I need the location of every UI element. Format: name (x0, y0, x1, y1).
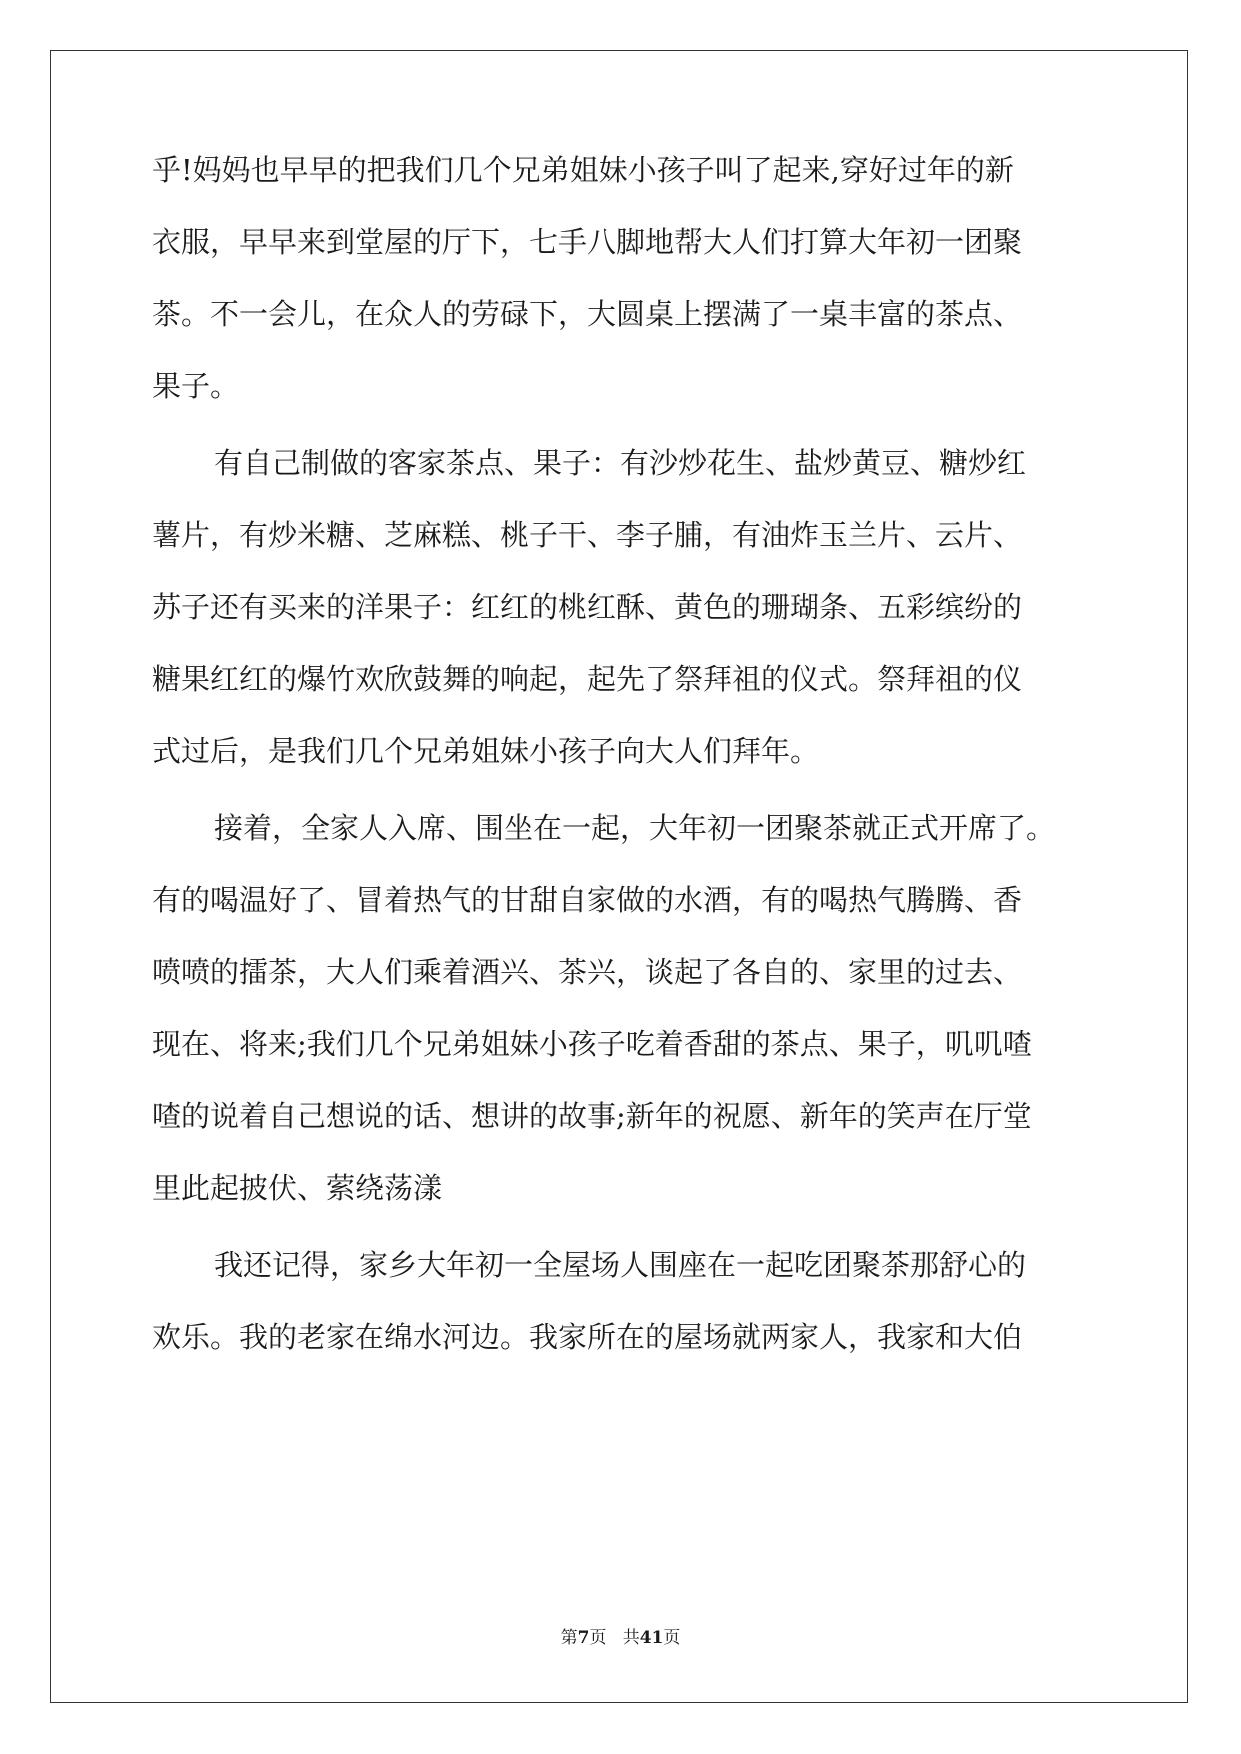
total-pages: 41 (639, 1628, 664, 1648)
text-line: 喷喷的擂茶，大人们乘着酒兴、茶兴，谈起了各自的、家里的过去、 (152, 955, 1023, 989)
text-line: 果子。 (152, 369, 240, 403)
text-line: 欢乐。我的老家在绵水河边。我家所在的屋场就两家人，我家和大伯 (152, 1320, 1023, 1354)
text-line: 有的喝温好了、冒着热气的甘甜自家做的水酒，有的喝热气腾腾、香 (152, 883, 1023, 917)
text-line: 现在、将来;我们几个兄弟姐妹小孩子吃着香甜的茶点、果子，叽叽喳 (152, 1027, 1032, 1061)
text-line: 喳的说着自己想说的话、想讲的故事;新年的祝愿、新年的笑声在厅堂 (152, 1099, 1032, 1133)
page-footer (0, 1626, 1241, 1650)
text-line: 茶。不一会儿，在众人的劳碌下，大圆桌上摆满了一桌丰富的茶点、 (152, 297, 1023, 331)
text-line: 衣服，早早来到堂屋的厅下，七手八脚地帮大人们打算大年初一团聚 (152, 225, 1023, 259)
text-line: 里此起披伏、萦绕荡漾 (152, 1171, 443, 1205)
paragraph-first-line: 我还记得，家乡大年初一全屋场人围座在一起吃团聚茶那舒心的 (214, 1248, 1027, 1282)
paragraph-first-line: 接着，全家人入席、围坐在一起，大年初一团聚茶就正式开席了。 (214, 811, 1056, 845)
text-line: 糖果红红的爆竹欢欣鼓舞的响起，起先了祭拜祖的仪式。祭拜祖的仪 (152, 662, 1023, 696)
footer-page-suffix: 页 (589, 1628, 607, 1648)
footer-prefix: 第 (560, 1628, 578, 1648)
text-line: 薯片，有炒米糖、芝麻糕、桃子干、李子脯，有油炸玉兰片、云片、 (152, 518, 1023, 552)
footer-total-suffix: 页 (663, 1628, 681, 1648)
text-line: 式过后，是我们几个兄弟姐妹小孩子向大人们拜年。 (152, 734, 820, 768)
text-line: 乎!妈妈也早早的把我们几个兄弟姐妹小孩子叫了起来,穿好过年的新 (152, 153, 1014, 187)
text-line: 苏子还有买来的洋果子：红红的桃红酥、黄色的珊瑚条、五彩缤纷的 (152, 590, 1023, 624)
paragraph-first-line: 有自己制做的客家茶点、果子：有沙炒花生、盐炒黄豆、糖炒红 (214, 446, 1027, 480)
footer-total-prefix: 共 (622, 1628, 640, 1648)
page-number: 7 (577, 1628, 590, 1648)
